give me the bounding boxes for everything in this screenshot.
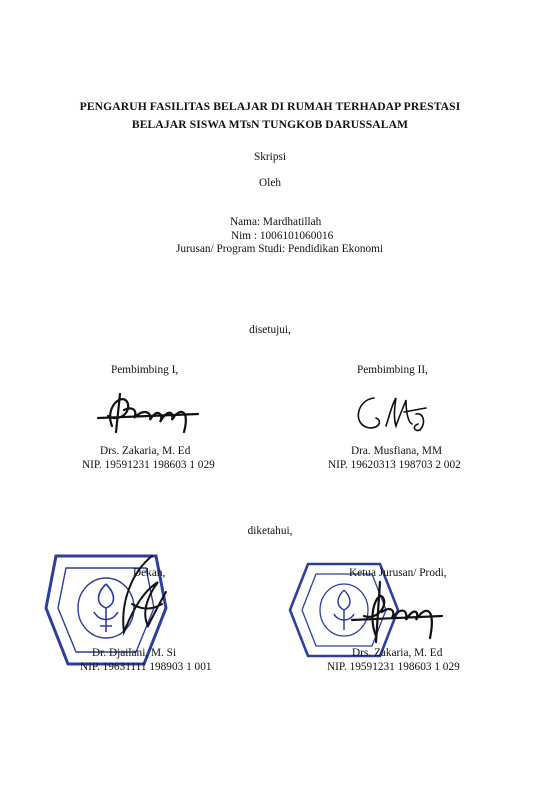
by-label: Oleh xyxy=(259,177,281,189)
document-title xyxy=(0,98,540,134)
advisor1-role: Pembimbing I, xyxy=(111,364,179,376)
head-signature xyxy=(346,576,446,646)
title-line-1: PENGARUH FASILITAS BELAJAR DI RUMAH TERHADAP PRESTASI xyxy=(79,100,461,113)
head-nip: NIP. 19591231 198603 1 029 xyxy=(327,661,460,673)
title-line-2: BELAJAR SISWA MTsN TUNGKOB DARUSSALAM xyxy=(131,118,409,131)
advisor2-role: Pembimbing II, xyxy=(357,364,428,376)
advisor1-name: Drs. Zakaria, M. Ed xyxy=(100,445,191,457)
advisor1-nip: NIP. 19591231 198603 1 029 xyxy=(82,459,215,471)
advisor1-signature xyxy=(94,386,204,436)
advisor2-nip: NIP. 19620313 198703 2 002 xyxy=(328,459,461,471)
head-name: Drs. Zakaria, M. Ed xyxy=(352,647,443,659)
dean-role: Dekan, xyxy=(133,567,166,579)
student-name: Nama: Mardhatillah xyxy=(230,216,322,228)
student-program: Jurusan/ Program Studi: Pendidikan Ekonomi xyxy=(176,243,384,255)
advisor2-name: Dra. Musfiana, MM xyxy=(351,445,442,457)
acknowledged-label: diketahui, xyxy=(247,525,293,537)
approved-label: disetujui, xyxy=(249,324,291,336)
dean-name: Dr. Djailani, M. Si xyxy=(92,647,177,659)
head-role: Ketua Jurusan/ Prodi, xyxy=(349,567,447,579)
student-nim: Nim : 1006101060016 xyxy=(231,230,334,242)
dean-nip: NIP. 19631111 198903 1 001 xyxy=(80,661,212,673)
advisor2-signature xyxy=(352,390,442,435)
document-type: Skripsi xyxy=(253,151,286,163)
